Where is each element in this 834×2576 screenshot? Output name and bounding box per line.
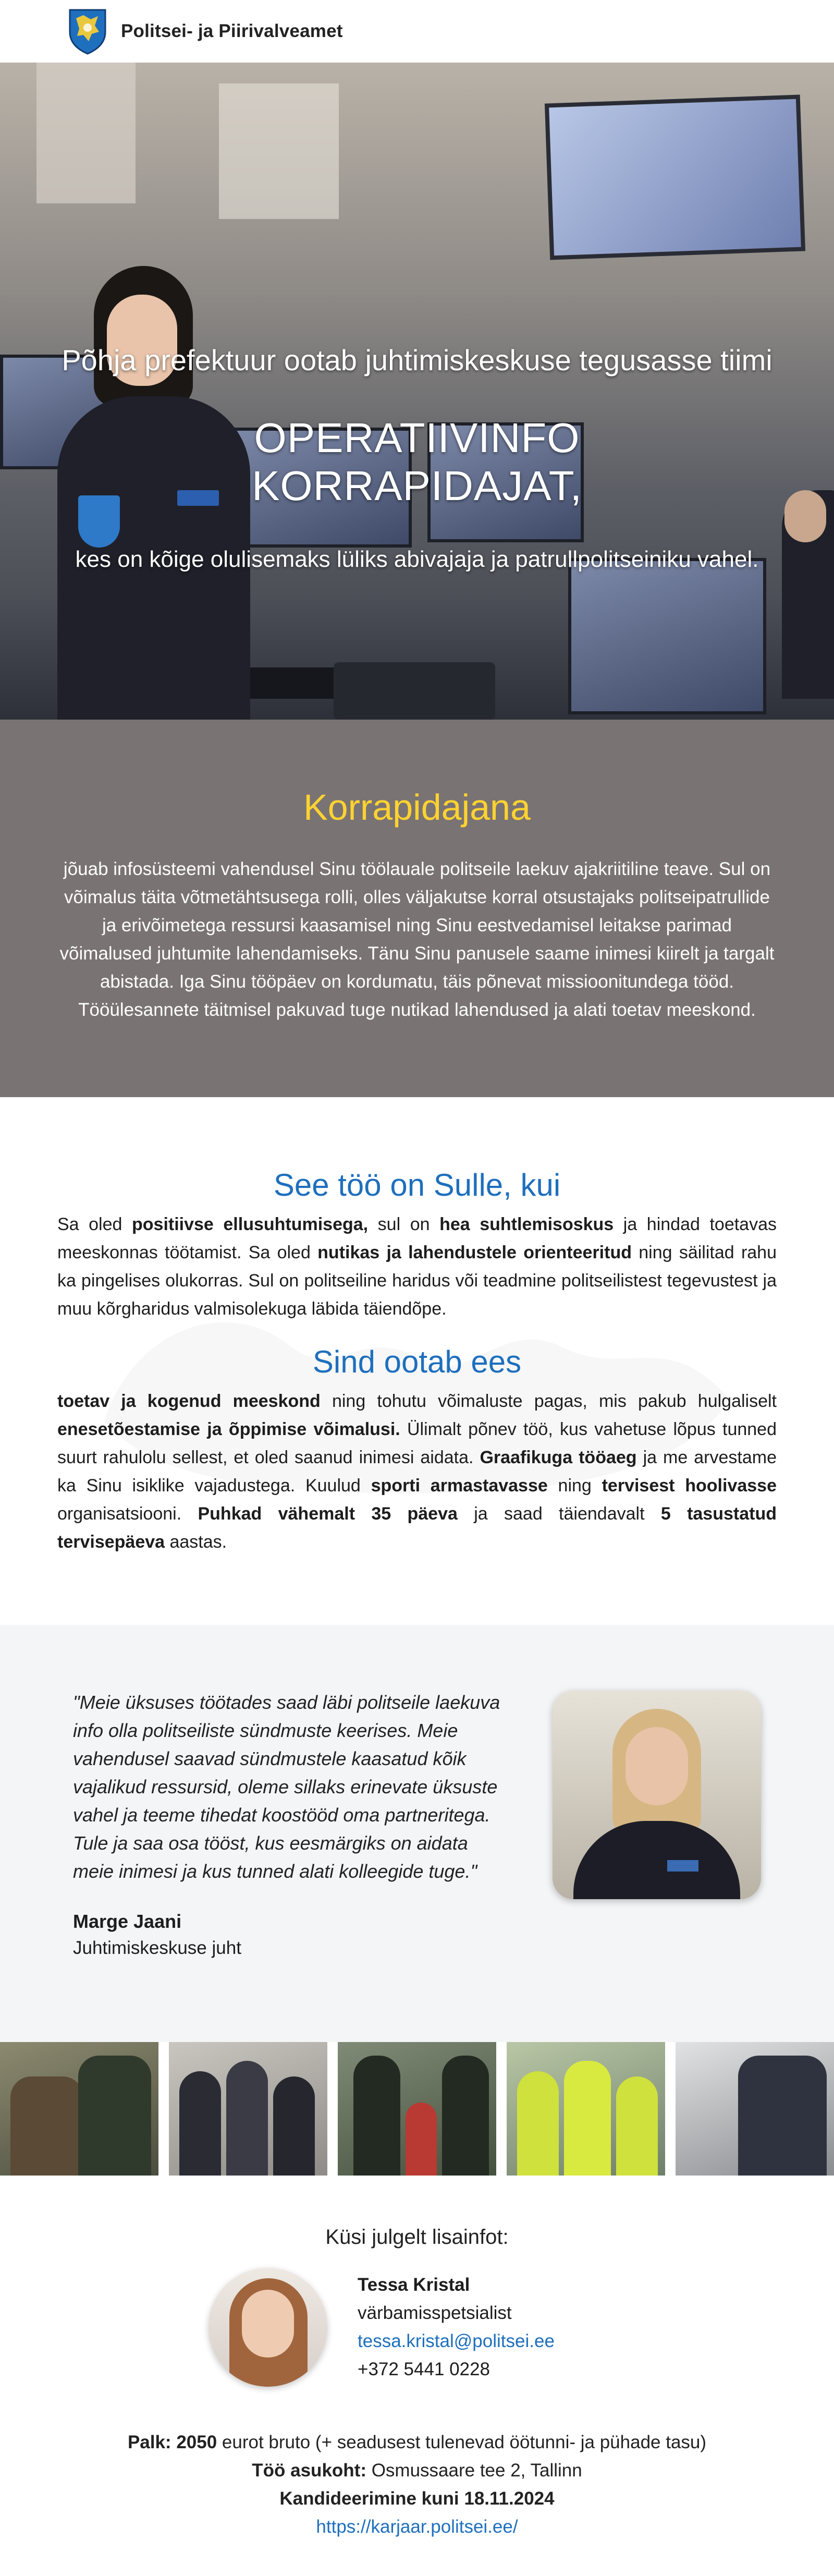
testimonial-role: Juhtimiskeskuse juht bbox=[73, 1938, 241, 1958]
contact-email-link[interactable]: tessa.kristal@politsei.ee bbox=[358, 2331, 555, 2351]
photo-name-tag bbox=[667, 1860, 698, 1872]
photo-person bbox=[353, 2056, 400, 2176]
contact-phone: +372 5441 0228 bbox=[358, 2359, 490, 2379]
salary-line bbox=[0, 2428, 834, 2457]
contact-name: Tessa Kristal bbox=[358, 2275, 470, 2295]
salary-text: eurot bruto (+ seadusest tulenevad öötunni- ja pühade tasu) bbox=[217, 2432, 707, 2452]
fit-text: sul on bbox=[368, 1214, 440, 1234]
deadline-line bbox=[0, 2485, 834, 2513]
fit-highlight: hea suhtlemisoskus bbox=[439, 1214, 614, 1234]
offer-highlight: Puhkad vähemalt 35 päeva bbox=[198, 1504, 458, 1524]
hero-window bbox=[219, 83, 339, 219]
photo-uniform bbox=[573, 1821, 740, 1899]
page-header bbox=[0, 0, 834, 63]
offer-text: organisatsiooni. bbox=[57, 1504, 198, 1524]
photo-person bbox=[226, 2061, 268, 2176]
photo-tile-patrol bbox=[507, 2042, 665, 2176]
deadline-text: Kandideerimine kuni 18.11.2024 bbox=[279, 2488, 555, 2509]
offer-highlight: toetav ja kogenud meeskond bbox=[57, 1391, 321, 1411]
photo-tile-k9 bbox=[0, 2042, 158, 2176]
offer-heading: Sind ootab ees bbox=[312, 1344, 522, 1379]
salary-label: Palk: bbox=[127, 2432, 171, 2452]
offer-highlight: tervisest hoolivasse bbox=[602, 1476, 777, 1496]
org-name: Politsei- ja Piirivalveamet bbox=[121, 21, 343, 41]
photo-officer bbox=[564, 2061, 611, 2176]
hero-phone bbox=[334, 662, 495, 720]
offer-text: ja me arvestame ka Sinu isiklike vajadustega. Kuulud bbox=[57, 1448, 777, 1496]
photo-tile-child bbox=[338, 2042, 496, 2176]
fit-highlight: nutikas ja lahendustele orienteeritud bbox=[317, 1243, 632, 1262]
photo-person bbox=[442, 2056, 489, 2176]
fit-highlight: positiivse ellusuhtumisega, bbox=[132, 1214, 369, 1234]
testimonial-photo bbox=[553, 1691, 761, 1899]
offer-highlight: 5 tasustatud tervisepäeva bbox=[57, 1504, 777, 1552]
contact-info bbox=[358, 2271, 555, 2384]
fit-text: ja hindad toetavas meeskonnas töötamist. Sa oled bbox=[57, 1214, 777, 1262]
requirements-section bbox=[0, 1097, 834, 1625]
intro-section bbox=[0, 720, 834, 1097]
avatar bbox=[208, 2268, 327, 2387]
offer-highlight: sporti armastavasse bbox=[371, 1476, 548, 1496]
career-link[interactable]: https://karjaar.politsei.ee/ bbox=[316, 2517, 518, 2537]
photo-tile-group bbox=[169, 2042, 327, 2176]
offer-text: ning bbox=[547, 1476, 602, 1496]
avatar-face bbox=[242, 2290, 294, 2358]
offer-highlight: Graafikuga tööaeg bbox=[480, 1448, 637, 1467]
testimonial-section bbox=[0, 1625, 834, 2042]
offer-text: ja saad täiendavalt bbox=[457, 1504, 661, 1524]
location-value: Osmussaare tee 2, Tallinn bbox=[366, 2460, 582, 2481]
offer-text: aastas. bbox=[165, 1532, 227, 1552]
photo-child bbox=[406, 2103, 437, 2176]
intro-heading: Korrapidajana bbox=[303, 787, 531, 828]
offer-text: Ülimalt põnev töö, kus vahetuse lõpus tunned suurt rahulolu sellest, et oled saanud inimesi aidata. bbox=[57, 1419, 777, 1467]
hero-window bbox=[36, 63, 136, 203]
hero-title-line1: OPERATIIVINFO bbox=[254, 415, 580, 461]
photo-officer bbox=[616, 2076, 658, 2176]
photo-tile-pilot bbox=[676, 2042, 834, 2176]
hero-tagline: kes on kõige olulisemaks lüliks abivajaja ja patrullpolitseiniku vahel. bbox=[75, 546, 759, 572]
fit-text: ning säilitad rahu ka pingelises olukorras. Sul on politseiline haridus või teadmine politseilistest tegevustest ja muu kõrgharidus valmisolekuga läbida täiendõpe. bbox=[57, 1243, 777, 1319]
fit-body bbox=[57, 1210, 777, 1323]
contact-title: värbamisspetsialist bbox=[358, 2303, 512, 2323]
photo-officer bbox=[78, 2056, 151, 2176]
offer-body bbox=[57, 1387, 777, 1556]
intro-body: jõuab infosüsteemi vahendusel Sinu töölauale politseile laekuv ajakriitiline teave. Sul on võimalus täita võtmetähtsusega rolli, olles väljakutse korral otsustajaks politseipatrullide ja erivõimetega ressursi kaasamisel ning Sinu eestvedamisel leitakse parimad võimalused juhtumite lahendamiseks. Tänu Sinu panusele saame inimesi kiirelt ja targalt abistada. Iga Sinu tööpäev on kordumatu, täis põnevat missioonitundega tööd. Tööülesannete täitmisel pakuvad tuge nutikad lahendused ja alati toetav meeskond. bbox=[59, 859, 775, 1020]
hero-wall-screen bbox=[545, 95, 805, 260]
police-crest-icon bbox=[68, 8, 107, 55]
photo-face bbox=[626, 1727, 688, 1805]
job-details bbox=[0, 2428, 834, 2541]
photo-pilot bbox=[738, 2056, 827, 2176]
location-line bbox=[0, 2457, 834, 2485]
hero-monitor bbox=[568, 558, 766, 714]
fit-heading: See töö on Sulle, kui bbox=[273, 1168, 561, 1202]
location-label: Töö asukoht: bbox=[252, 2460, 366, 2481]
salary-value: 2050 bbox=[176, 2432, 217, 2452]
photo-strip bbox=[0, 2042, 834, 2176]
contact-person bbox=[0, 2264, 834, 2394]
offer-highlight: enesetõestamise ja õppimise võimalusi. bbox=[57, 1419, 400, 1439]
testimonial-name: Marge Jaani bbox=[73, 1911, 182, 1932]
photo-dog bbox=[10, 2076, 83, 2176]
photo-officer bbox=[517, 2071, 559, 2176]
testimonial-quote: "Meie üksuses töötades saad läbi politseile laekuva info olla politseiliste sündmuste keerises. Meie vahendusel saavad sündmustele kaasatud kõik vajalikud ressursid, oleme sillaks erinevate üksuste vahel ja teeme tihedat koostööd oma partneritega. Tule ja saa osa tööst, kus eesmärgiks on aidata meie inimesi ja kus tunned alati kolleegide tuge." bbox=[73, 1692, 500, 1882]
hero-subtitle: Põhja prefektuur ootab juhtimiskeskuse tegusasse tiimi bbox=[62, 344, 772, 376]
hero-title-line2: KORRAPIDAJAT, bbox=[252, 463, 582, 509]
offer-text: ning tohutu võimaluste pagas, mis pakub hulgaliselt bbox=[320, 1391, 777, 1411]
hero-banner bbox=[0, 63, 834, 720]
hero-title bbox=[0, 414, 834, 510]
fit-text: Sa oled bbox=[57, 1214, 132, 1234]
photo-person bbox=[273, 2076, 315, 2176]
contact-section bbox=[0, 2176, 834, 2576]
photo-person bbox=[179, 2071, 221, 2176]
contact-heading: Küsi julgelt lisainfot: bbox=[325, 2226, 509, 2249]
